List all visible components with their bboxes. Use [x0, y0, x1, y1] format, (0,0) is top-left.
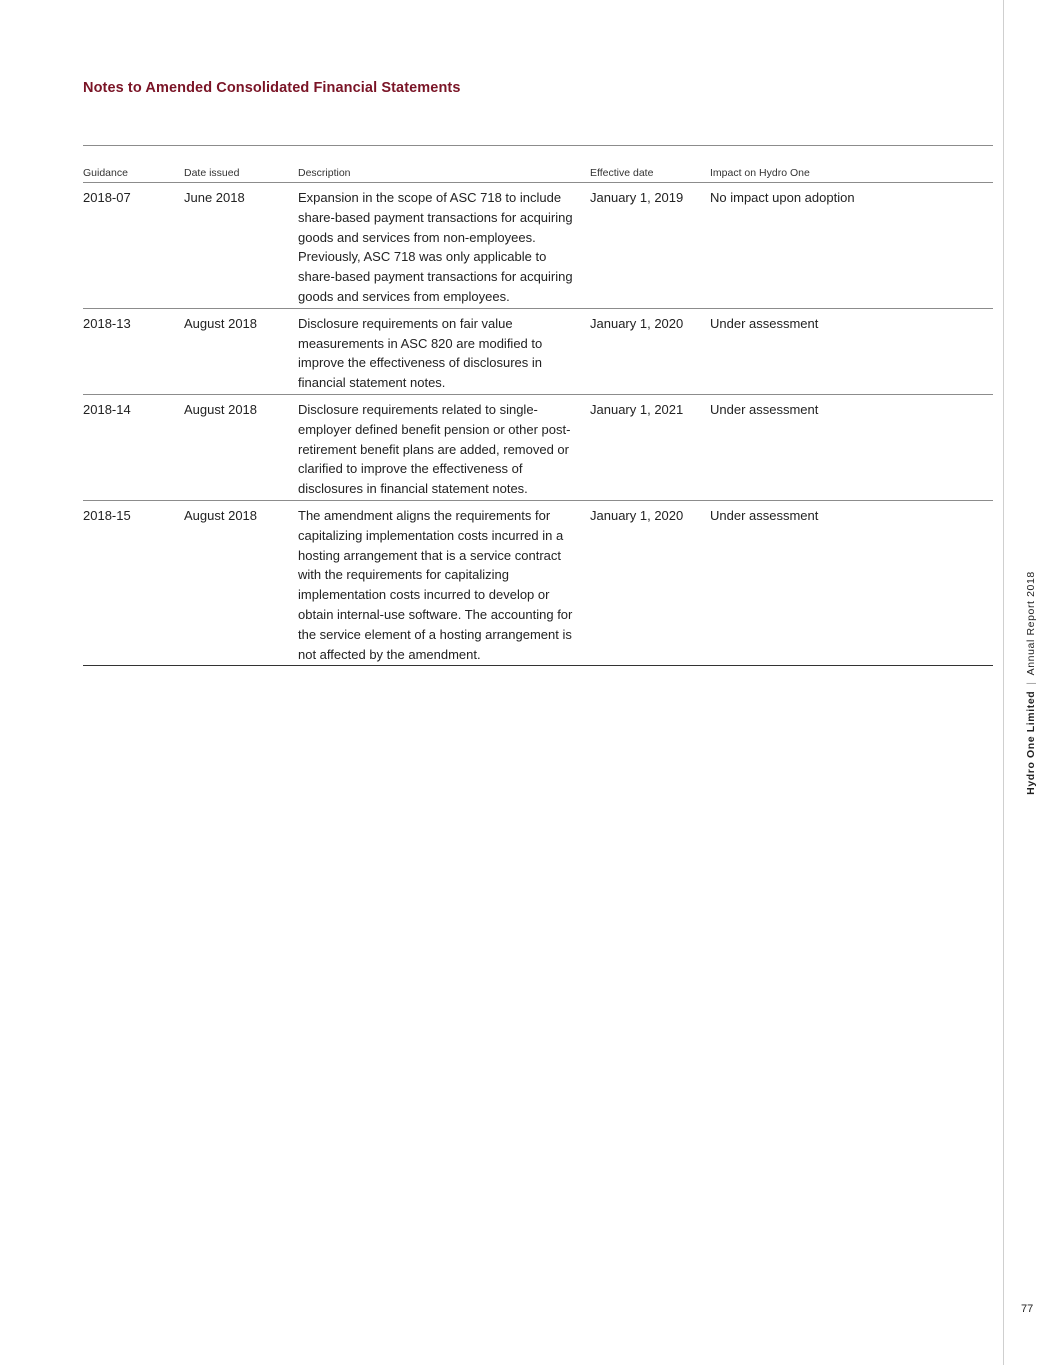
column-header-date-issued: Date issued [184, 165, 298, 183]
column-header-impact: Impact on Hydro One [710, 165, 993, 183]
effective-date-cell: January 1, 2019 [590, 183, 710, 309]
effective-date-cell: January 1, 2020 [590, 500, 710, 665]
guidance-table [83, 165, 993, 666]
effective-date-cell: January 1, 2021 [590, 394, 710, 500]
date-issued-cell: August 2018 [184, 308, 298, 394]
guidance-cell: 2018-07 [83, 183, 184, 309]
table-header-row [83, 165, 993, 183]
impact-cell: No impact upon adoption [710, 183, 993, 309]
impact-cell: Under assessment [710, 500, 993, 665]
impact-cell: Under assessment [710, 308, 993, 394]
column-header-description: Description [298, 165, 590, 183]
date-issued-cell: August 2018 [184, 500, 298, 665]
table-row [83, 500, 993, 665]
guidance-cell: 2018-14 [83, 394, 184, 500]
side-divider [1003, 0, 1004, 1365]
description-cell: Disclosure requirements on fair value measurements in ASC 820 are modified to improve the effectiveness of disclosures in financial statement notes. [298, 308, 590, 394]
company-name: Hydro One Limited [1025, 690, 1037, 795]
report-name: Annual Report 2018 [1025, 571, 1037, 676]
description-cell: Disclosure requirements related to single-employer defined benefit pension or other post-retirement benefit plans are added, removed or clarified to improve the effectiveness of disclosures in financial statement notes. [298, 394, 590, 500]
column-header-effective-date: Effective date [590, 165, 710, 183]
footer-separator: | [1025, 681, 1037, 685]
top-divider [83, 145, 993, 146]
page-number: 77 [1021, 1303, 1034, 1315]
table-row [83, 394, 993, 500]
column-header-guidance: Guidance [83, 165, 184, 183]
table-row [83, 183, 993, 309]
guidance-cell: 2018-13 [83, 308, 184, 394]
table-row [83, 308, 993, 394]
date-issued-cell: August 2018 [184, 394, 298, 500]
guidance-cell: 2018-15 [83, 500, 184, 665]
description-cell: The amendment aligns the requirements for capitalizing implementation costs incurred in a hosting arrangement that is a service contract with the requirements for capitalizing implementation costs incurred to develop or obtain internal-use software. The accounting for the service element of a hosting arrangement is not affected by the amendment. [298, 500, 590, 665]
date-issued-cell: June 2018 [184, 183, 298, 309]
description-cell: Expansion in the scope of ASC 718 to include share-based payment transactions for acquiring goods and services from non-employees. Previously, ASC 718 was only applicable to share-based payment transactions for acquiring goods and services from employees. [298, 183, 590, 309]
running-footer [1025, 571, 1037, 795]
effective-date-cell: January 1, 2020 [590, 308, 710, 394]
page-title: Notes to Amended Consolidated Financial Statements [83, 80, 461, 96]
impact-cell: Under assessment [710, 394, 993, 500]
